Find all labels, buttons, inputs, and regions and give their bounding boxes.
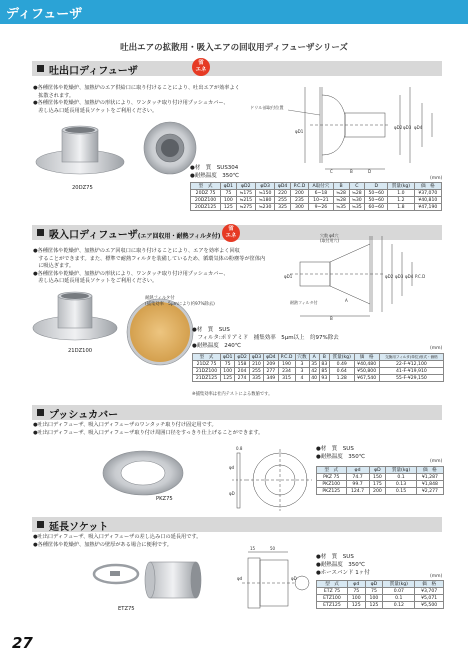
col-header: 価 格	[416, 467, 443, 474]
badge-line2: エネ	[195, 67, 207, 73]
table-cell: PKZ125	[317, 488, 347, 495]
spec-material: ●材 質 SUS	[316, 554, 354, 560]
table-cell: 204	[235, 368, 249, 375]
badge-line2: エネ	[225, 233, 237, 239]
extension-socket-photo	[88, 552, 208, 607]
col-header: P.C.D	[278, 354, 295, 361]
table-cell: 10~21	[309, 197, 334, 204]
table-cell: 0.07	[383, 588, 415, 595]
dim-phi2: φD2	[385, 274, 394, 279]
table-cell: ¥47,190	[414, 204, 441, 211]
spec-hoseband: ●ホースバンド 1ヶ付	[316, 570, 370, 576]
dim-phi3: φD3	[403, 125, 412, 130]
table-cell: 315	[278, 375, 295, 382]
bullet-line: ●吐出口ディフューザ、吸入口ディフューザの差し込み口の延長用です。	[33, 534, 202, 540]
callout-line: 耐熱フィルタ付	[145, 296, 175, 301]
page-number: 27	[12, 634, 33, 652]
table-cell: 220	[275, 190, 290, 197]
product-caption: PKZ75	[156, 496, 173, 502]
col-header: C	[349, 183, 365, 190]
table-cell: ≒28	[349, 190, 365, 197]
bullet-line: ●各種筐体や乾燥炉、加熱炉の形状により、ワンタッチ取り付け用プッシュカバー、	[33, 270, 229, 277]
table-cell: 99.7	[346, 481, 369, 488]
col-header: φD1	[220, 354, 234, 361]
extension-socket-drawing	[238, 546, 310, 614]
table-cell: 21DZ100	[193, 368, 221, 375]
table-cell: 100	[347, 595, 365, 602]
table-cell: 235	[290, 197, 308, 204]
table-cell: ¥1,287	[416, 474, 443, 481]
energy-saving-badge	[192, 58, 210, 76]
diagram-annotation: ドリル部取付位置	[250, 105, 284, 110]
col-header: φd	[346, 467, 369, 474]
square-bullet-icon	[37, 65, 44, 72]
table-cell: 9~26	[309, 204, 334, 211]
table-cell: 200	[290, 190, 308, 197]
table-cell: 35	[309, 361, 319, 368]
section1-spec-table	[190, 182, 442, 211]
table-row	[317, 488, 444, 495]
table-cell: 0.64	[329, 368, 354, 375]
col-header: φD	[369, 467, 386, 474]
table-cell: 0.12	[383, 602, 415, 609]
filter-callout	[145, 296, 215, 308]
table-cell: 124.7	[346, 488, 369, 495]
table-cell: ¥3,707	[415, 588, 444, 595]
table-cell: ≒28	[333, 190, 349, 197]
section-header-extension-socket	[32, 517, 442, 532]
inlet-diffuser-drawing	[260, 232, 440, 320]
table-cell: 83	[319, 361, 329, 368]
col-header: φD2	[235, 354, 249, 361]
footnote: ※捕集効率は社内テストによる数値です。	[192, 392, 273, 397]
table-cell: 21DZ125	[193, 375, 221, 382]
dim-phid: φd	[229, 465, 235, 470]
dim-w2: 50	[270, 546, 276, 551]
section-title: 延長ソケット	[49, 522, 109, 533]
table-cell: 255	[275, 197, 290, 204]
dim-phi4: φD4	[414, 125, 423, 130]
spec-material: ●材 質 SUS	[192, 327, 230, 333]
table-header-row	[317, 581, 444, 588]
table-row	[317, 595, 444, 602]
table-cell: 50~60	[365, 197, 388, 204]
table-cell: 175	[369, 481, 386, 488]
col-header: 質量(kg)	[388, 183, 414, 190]
col-header: D	[365, 183, 388, 190]
table-cell: 0.15	[386, 488, 416, 495]
section-header-outlet-diffuser	[32, 61, 442, 76]
product-caption: 20DZ75	[72, 185, 93, 191]
bullet-line: 差し込み口延長用延長ソケットをご利用ください。	[33, 107, 158, 114]
unit-label: (mm)	[430, 176, 443, 181]
table-cell: ¥2,277	[416, 488, 443, 495]
table-cell: 100	[221, 197, 236, 204]
table-cell: ¥1,848	[416, 481, 443, 488]
table-cell: 40	[309, 375, 319, 382]
section3-spec-table	[316, 466, 444, 495]
push-cover-photo	[100, 448, 190, 498]
table-cell: 42	[309, 368, 319, 375]
col-header: B	[319, 354, 329, 361]
badge-line1: 省	[198, 60, 204, 66]
section3-spec	[316, 445, 365, 461]
table-cell: 125	[221, 204, 236, 211]
col-header: A	[309, 354, 319, 361]
table-cell: 0.49	[329, 361, 354, 368]
col-header: 質量(kg)	[386, 467, 416, 474]
product-caption: ETZ75	[118, 606, 135, 612]
table-cell: 325	[275, 204, 290, 211]
col-header: P.C.D	[290, 183, 308, 190]
col-header: B	[333, 183, 349, 190]
table-body	[317, 474, 444, 495]
section-title	[49, 226, 220, 241]
outlet-diffuser-drawing	[250, 85, 445, 175]
table-row	[193, 368, 444, 375]
col-header: 質量(kg)	[383, 581, 415, 588]
table-cell: 21DZ 75	[193, 361, 221, 368]
table-cell: ¥40,810	[414, 197, 441, 204]
bullet-line: することができます。また、標準で耐熱フィルタを装備しているため、循環気体の粉塵等が筐体内	[33, 255, 266, 262]
table-cell: ¥5,071	[415, 595, 444, 602]
col-header: 穴数	[295, 354, 309, 361]
table-header-row	[191, 183, 442, 190]
push-cover-drawing	[229, 445, 312, 515]
table-cell: 55-F-¥29,150	[379, 375, 443, 382]
spec-filter: フィルタ:ポリアミド 捕集効率 5μm以上 約97%除去	[192, 335, 339, 341]
table-cell: 255	[249, 368, 263, 375]
section-title: 吐出口ディフューザ	[49, 66, 138, 77]
dim-phi2: φD2	[394, 125, 403, 130]
col-header: 型 式	[317, 581, 348, 588]
table-cell: ≒28	[333, 197, 349, 204]
col-header: φd	[347, 581, 365, 588]
table-cell: 75	[365, 588, 383, 595]
col-header: 価 格	[414, 183, 441, 190]
table-cell: 41-F-¥19,910	[379, 368, 443, 375]
spec-heat: ●耐熱温度 240℃	[192, 343, 241, 349]
unit-label: (mm)	[430, 574, 443, 579]
section2-spec	[192, 326, 339, 350]
table-cell: 125	[347, 602, 365, 609]
bullet-line: ●吐出口ディフューザ、吸入口ディフューザ取り付け周囲口径をすっきり仕上げることができます。	[33, 429, 264, 436]
table-row	[317, 481, 444, 488]
table-cell: 75	[221, 190, 236, 197]
dim-d: D	[368, 169, 372, 174]
table-cell: 60~60	[365, 204, 388, 211]
table-cell: 100	[365, 595, 383, 602]
table-cell: 1.28	[329, 375, 354, 382]
section-title-main: 吸入口ディフューザ	[49, 230, 138, 241]
bullet-line: ●吐出口ディフューザ、吸入口ディフューザのワンタッチ取り付け固定用です。	[33, 422, 217, 428]
col-header: A取付穴	[309, 183, 334, 190]
table-cell: ≒275	[236, 204, 255, 211]
bullet-line: ●各種筐体や乾燥炉、加熱炉のエア回収口に取り付けることにより、エアを効率よく回収	[33, 248, 240, 254]
table-cell: ETZ 75	[317, 588, 348, 595]
page-title: ディフューザ	[6, 7, 83, 22]
table-cell: 0.1	[386, 474, 416, 481]
page-header	[0, 0, 468, 24]
table-cell: 6~18	[309, 190, 334, 197]
table-body	[191, 190, 442, 211]
bullet-line: 拡散されます。	[33, 92, 75, 99]
table-cell: 22-F-¥12,100	[379, 361, 443, 368]
section1-spec	[190, 164, 239, 180]
section2-description	[33, 248, 265, 286]
col-header: 型 式	[317, 467, 347, 474]
table-row	[191, 204, 442, 211]
table-cell: 150	[369, 474, 386, 481]
square-bullet-icon	[37, 521, 44, 528]
col-header: 価 格	[354, 354, 379, 361]
table-cell: 349	[264, 375, 278, 382]
table-cell: ¥40,480	[354, 361, 379, 368]
table-row	[191, 197, 442, 204]
table-cell: 3	[295, 361, 309, 368]
table-cell: 274	[235, 375, 249, 382]
outlet-diffuser-photo	[30, 118, 200, 183]
table-cell: ≒175	[236, 190, 255, 197]
dim-w1: 15	[250, 546, 256, 551]
table-cell: PKZ 75	[317, 474, 347, 481]
col-header: φD1	[221, 183, 236, 190]
dim-phi1: φD1	[284, 274, 293, 279]
unit-label: (mm)	[430, 346, 443, 351]
table-cell: 1.2	[388, 197, 414, 204]
square-bullet-icon	[37, 229, 44, 236]
dim-phi3: φD3	[395, 274, 404, 279]
table-cell: 234	[278, 368, 295, 375]
section4-description	[33, 534, 201, 549]
table-cell: 1.0	[388, 190, 414, 197]
dim-phi1: φD1	[295, 129, 304, 134]
table-cell: 200	[369, 488, 386, 495]
dim-c: C	[330, 169, 333, 174]
table-cell: 335	[249, 375, 263, 382]
table-cell: ¥5,500	[415, 602, 444, 609]
dim-thickness: 0.8	[236, 446, 243, 451]
energy-saving-badge	[222, 224, 240, 242]
table-cell: PKZ100	[317, 481, 347, 488]
table-row	[317, 588, 444, 595]
table-cell: 125	[220, 375, 234, 382]
diagram-annotation: (取付用穴)	[320, 238, 340, 243]
col-header: 交換用フィルタ(単位)形式・価格	[379, 354, 443, 361]
col-header: 型 式	[193, 354, 221, 361]
spec-heat: ●耐熱温度 350℃	[316, 454, 365, 460]
table-cell: ≒230	[255, 204, 274, 211]
table-cell: ¥37,070	[414, 190, 441, 197]
unit-label: (mm)	[430, 459, 443, 464]
section-title: プッシュカバー	[49, 410, 119, 421]
dim-phid: φd	[237, 576, 243, 581]
table-cell: ETZ100	[317, 595, 348, 602]
table-row	[193, 361, 444, 368]
table-cell: 100	[220, 368, 234, 375]
col-header: φD2	[236, 183, 255, 190]
dim-pcd: P.C.D	[415, 274, 426, 279]
section4-spec	[316, 553, 370, 577]
spec-material: ●材 質 SUS	[316, 446, 354, 452]
dim-b: B	[350, 169, 353, 174]
table-cell: ≒150	[255, 190, 274, 197]
spec-heat: ●耐熱温度 350℃	[190, 173, 239, 179]
bullet-line: ●各種筐体や乾燥炉、加熱炉のエア供給口に取り付けることにより、吐出エアが効率よく	[33, 85, 240, 91]
section3-description	[33, 422, 263, 437]
table-cell: 0.1	[383, 595, 415, 602]
table-cell: 158	[235, 361, 249, 368]
section1-description	[33, 85, 240, 115]
col-header: 価 格	[415, 581, 444, 588]
bullet-line: に吸込ぎます。	[33, 263, 75, 269]
table-cell: 20DZ125	[191, 204, 221, 211]
table-cell: 190	[278, 361, 295, 368]
dim-phi4: φD4	[405, 274, 414, 279]
table-cell: ¥67,540	[354, 375, 379, 382]
section2-spec-table	[192, 353, 444, 382]
table-cell: 74.7	[346, 474, 369, 481]
col-header: φD4	[275, 183, 290, 190]
table-cell: 3	[295, 368, 309, 375]
spec-material: ●材 質 SUS304	[190, 165, 239, 171]
table-cell: 277	[264, 368, 278, 375]
table-cell: ¥50,800	[354, 368, 379, 375]
table-cell: ≒30	[349, 197, 365, 204]
table-cell: 20DZ 75	[191, 190, 221, 197]
table-cell: 20DZ100	[191, 197, 221, 204]
dim-a: A	[345, 298, 348, 303]
table-cell: 75	[347, 588, 365, 595]
page-subtitle: 吐出エアの拡散用・吸入エアの回収用ディフューザシリーズ	[120, 43, 348, 53]
table-cell: 300	[290, 204, 308, 211]
product-caption: 21DZ100	[68, 348, 93, 354]
section4-spec-table	[316, 580, 444, 609]
table-cell: ≒35	[333, 204, 349, 211]
bullet-line: ●各種筐体や乾燥炉、加熱炉の形状により、ワンタッチ取り付け用プッシュカバー、	[33, 100, 229, 106]
dim-b: B	[330, 316, 333, 321]
table-cell: ≒35	[349, 204, 365, 211]
col-header: 質量(kg)	[329, 354, 354, 361]
diagram-annotation: 穴数 φ4穴	[320, 233, 339, 238]
bullet-line: ●各種筐体や乾燥炉、加熱炉の壁厚がある場合に便利です。	[33, 541, 172, 548]
table-body	[317, 588, 444, 609]
table-cell: 4	[295, 375, 309, 382]
table-cell: 50~60	[365, 190, 388, 197]
table-header-row	[193, 354, 444, 361]
dim-phiD: φD	[229, 491, 235, 496]
callout-line: (捕集効率 5μmにより約97%除去)	[145, 302, 215, 307]
table-row	[193, 375, 444, 382]
table-cell: 125	[365, 602, 383, 609]
section-title-sub: (エア回収用・耐熱フィルタ付)	[137, 233, 221, 240]
diagram-annotation: 耐熱フィルタ付	[290, 300, 318, 305]
table-cell: 1.8	[388, 204, 414, 211]
table-header-row	[317, 467, 444, 474]
table-row	[317, 474, 444, 481]
table-cell: 75	[220, 361, 234, 368]
table-row	[191, 190, 442, 197]
bullet-line: 差し込み口延長用延長ソケットをご利用ください。	[33, 278, 158, 284]
table-cell: 209	[264, 361, 278, 368]
square-bullet-icon	[37, 409, 44, 416]
table-cell: ≒215	[236, 197, 255, 204]
spec-heat: ●耐熱温度 350℃	[316, 562, 365, 568]
table-cell: 210	[249, 361, 263, 368]
table-row	[317, 602, 444, 609]
table-body	[193, 361, 444, 382]
col-header: φD4	[264, 354, 278, 361]
dim-phiD: φD	[291, 576, 297, 581]
col-header: φD3	[255, 183, 274, 190]
table-cell: 93	[319, 375, 329, 382]
col-header: φD3	[249, 354, 263, 361]
col-header: 型 式	[191, 183, 221, 190]
badge-line1: 省	[228, 226, 234, 232]
table-cell: ≒180	[255, 197, 274, 204]
table-cell: 0.13	[386, 481, 416, 488]
section-header-push-cover	[32, 405, 442, 420]
table-cell: ETZ125	[317, 602, 348, 609]
col-header: φD	[365, 581, 383, 588]
table-cell: 85	[319, 368, 329, 375]
